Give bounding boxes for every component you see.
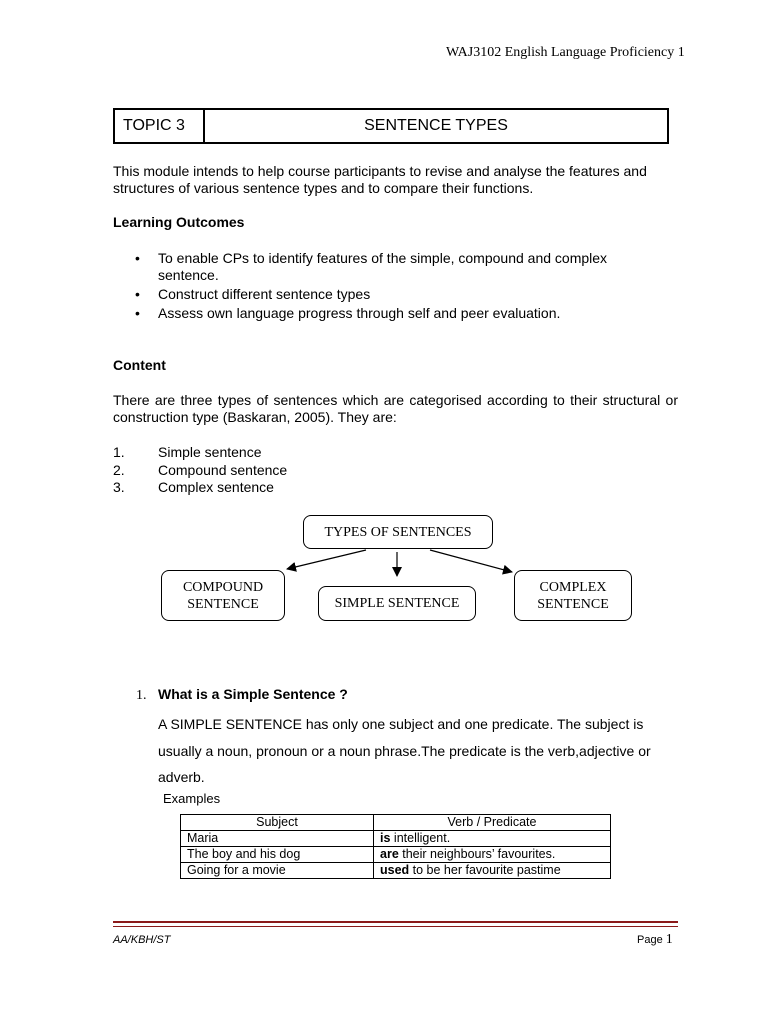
table-row: Going for a movie used to be her favourite pastime [181, 863, 611, 879]
table-row: Maria is intelligent. [181, 831, 611, 847]
bullet-icon: • [135, 286, 140, 302]
footer-rule-thin [113, 926, 678, 927]
bullet-icon: • [135, 305, 140, 321]
learning-outcomes-heading: Learning Outcomes [113, 214, 245, 230]
arrow-to-complex [430, 550, 512, 572]
list-item: 2. Compound sentence [113, 461, 288, 478]
list-item: 3. Complex sentence [113, 479, 274, 495]
list-item: • Assess own language progress through self and peer evaluation. [135, 305, 561, 321]
section-number: 1. [136, 688, 147, 703]
topic-number: TOPIC 3 [115, 110, 205, 142]
topic-title: SENTENCE TYPES [364, 117, 508, 134]
diagram-root-node: TYPES OF SENTENCES [303, 515, 493, 549]
diagram-simple-node: SIMPLE SENTENCE [318, 586, 476, 621]
diagram-compound-node: COMPOUND SENTENCE [161, 570, 285, 621]
header-verb: Verb / Predicate [374, 815, 611, 831]
page-number: Page 1 [637, 932, 673, 947]
examples-table [180, 814, 611, 879]
section-title: What is a Simple Sentence ? [158, 686, 348, 702]
arrow-to-compound [287, 550, 366, 569]
footer-rule [113, 921, 678, 923]
footer-initials: AA/KBH/ST [113, 934, 171, 946]
intro-paragraph: This module intends to help course participants to revise and analyse the features and structures of various sentence types and to compare their functions. [113, 163, 647, 196]
header-subject: Subject [181, 815, 374, 831]
table-header-row [181, 815, 611, 831]
content-paragraph: There are three types of sentences which are categorised according to their structural or construction type (Baskaran, 2005). They are: [113, 392, 678, 425]
bullet-icon: • [135, 250, 140, 266]
course-header: WAJ3102 English Language Proficiency 1 [446, 45, 685, 60]
content-heading: Content [113, 357, 166, 373]
examples-label: Examples [163, 791, 221, 806]
list-item: • To enable CPs to identify features of the simple, compound and complex sentence. [135, 250, 608, 283]
simple-sentence-definition: A SIMPLE SENTENCE has only one subject and one predicate. The subject is usually a noun, pronoun or a noun phrase.The predicate is the verb,adjective or adverb. [158, 716, 651, 785]
diagram-complex-node: COMPLEX SENTENCE [514, 570, 632, 621]
list-item: 1. Simple sentence [113, 444, 262, 460]
table-row: The boy and his dog are their neighbours’ favourites. [181, 847, 611, 863]
list-item: • Construct different sentence types [135, 286, 371, 302]
